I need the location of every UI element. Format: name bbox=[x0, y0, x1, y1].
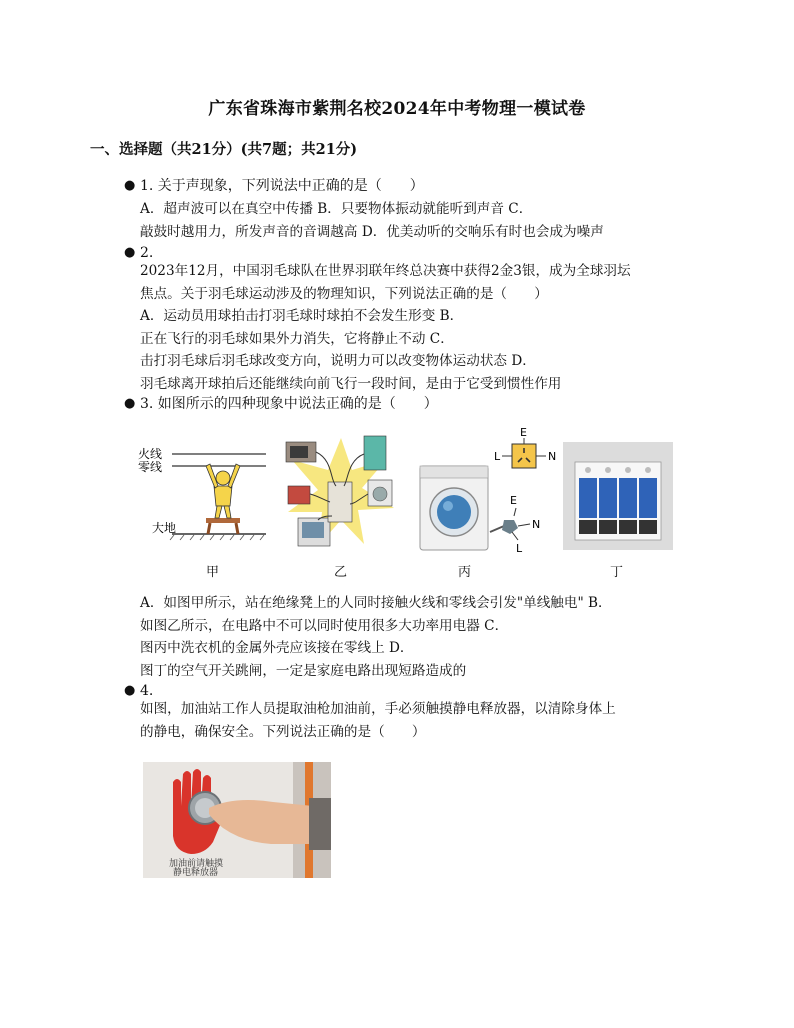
section-heading: 一、选择题（共21分）(共7题；共21分) bbox=[90, 141, 358, 158]
question-1-options bbox=[140, 198, 604, 243]
figure-bing bbox=[418, 428, 578, 554]
fire-line-label: 火线 bbox=[138, 447, 163, 461]
plug-N-label: N bbox=[532, 518, 541, 531]
question-text-line: 焦点。关于羽毛球运动涉及的物理知识，下列说法正确的是（ ） bbox=[140, 285, 548, 302]
option-line: 击打羽毛球后羽毛球改变方向，说明力可以改变物体运动状态 D． bbox=[140, 353, 536, 369]
bullet-icon: ● bbox=[124, 245, 136, 260]
option-line: 如图乙所示，在电路中不可以同时使用很多大功率用电器 C． bbox=[140, 617, 509, 634]
circuit-breaker-figure bbox=[563, 442, 673, 550]
question-text-line: 如图，加油站工作人员提取油枪加油前，手必须触摸静电释放器，以清除身体上 bbox=[140, 701, 616, 717]
static-discharge-illustration bbox=[143, 762, 331, 878]
figure-label-yi: 乙 bbox=[334, 565, 348, 580]
option-line: 图丙中洗衣机的金属外壳应该接在零线上 D． bbox=[140, 640, 414, 656]
option-line: 羽毛球离开球拍后还能继续向前飞行一段时间，是由于它受到惯性作用 bbox=[140, 375, 562, 392]
washing-machine-figure bbox=[418, 428, 578, 554]
figure-label-jia: 甲 bbox=[206, 565, 220, 580]
question-2-body bbox=[140, 260, 631, 395]
figure-yi bbox=[278, 430, 404, 552]
question-3-figures bbox=[138, 428, 678, 588]
overloaded-socket-figure bbox=[278, 430, 404, 552]
question-stem: 4. bbox=[140, 683, 154, 699]
plug-E-label: E bbox=[510, 494, 517, 507]
option-line: 正在飞行的羽毛球如果外力消失，它将静止不动 C． bbox=[140, 330, 454, 347]
electrocution-figure bbox=[138, 436, 268, 546]
photo-caption-line2: 静电释放器 bbox=[173, 868, 219, 878]
figure-jia bbox=[138, 436, 268, 546]
socket-E-label: E bbox=[520, 428, 527, 439]
exam-title: 广东省珠海市紫荆名校2024年中考物理一模试卷 bbox=[208, 99, 586, 119]
figure-label-ding: 丁 bbox=[610, 565, 624, 580]
static-discharge-photo bbox=[143, 762, 331, 878]
bullet-icon: ● bbox=[124, 396, 136, 411]
bullet-icon: ● bbox=[124, 178, 136, 193]
question-3-options bbox=[140, 592, 612, 682]
option-line: 图丁的空气开关跳闸，一定是家庭电路出现短路造成的 bbox=[140, 662, 467, 679]
bullet-icon: ● bbox=[124, 683, 136, 698]
option-line: 敲鼓时越用力，所发声音的音调越高 D．优美动听的交响乐有时也会成为噪声 bbox=[140, 223, 604, 240]
photo-caption-line1: 加油前请触摸 bbox=[169, 859, 224, 869]
question-stem: 2. bbox=[140, 245, 154, 261]
question-text-line: 2023年12月，中国羽毛球队在世界羽联年终总决赛中获得2金3银，成为全球羽坛 bbox=[140, 263, 631, 279]
plug-L-label: L bbox=[516, 542, 523, 554]
zero-line-label: 零线 bbox=[138, 460, 163, 474]
question-stem: 1. 关于声现象，下列说法中正确的是（ ） bbox=[140, 178, 424, 194]
question-stem: 3. 如图所示的四种现象中说法正确的是（ ） bbox=[140, 396, 438, 412]
socket-N-label: N bbox=[548, 450, 557, 463]
figure-ding bbox=[563, 442, 673, 550]
option-line: A．如图甲所示，站在绝缘凳上的人同时接触火线和零线会引发"单线触电" B． bbox=[140, 595, 612, 611]
option-line: A．运动员用球拍击打羽毛球时球拍不会发生形变 B． bbox=[140, 308, 464, 324]
option-line: A．超声波可以在真空中传播 B．只要物体振动就能听到声音 C． bbox=[140, 201, 533, 217]
question-4-body bbox=[140, 698, 616, 743]
figure-label-bing: 丙 bbox=[458, 565, 472, 580]
question-text-line: 的静电，确保安全。下列说法正确的是（ ） bbox=[140, 723, 426, 740]
ground-label: 大地 bbox=[152, 521, 177, 535]
socket-L-label: L bbox=[494, 450, 501, 463]
